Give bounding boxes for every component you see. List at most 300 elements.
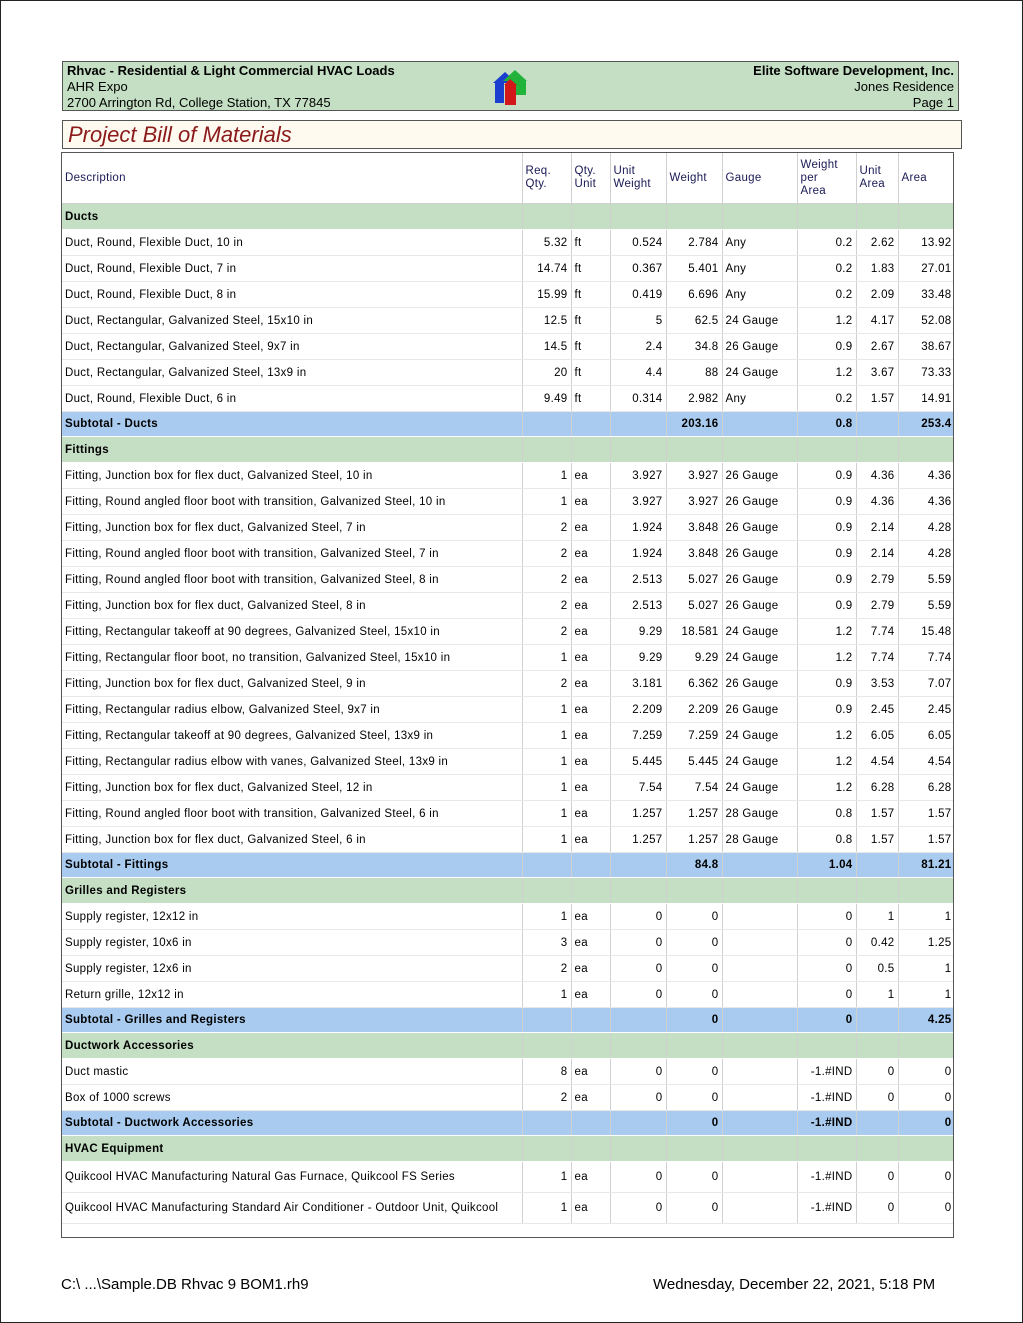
table-cell: ft — [571, 256, 610, 282]
table-cell: 1 — [522, 463, 571, 489]
category-cell — [610, 878, 666, 904]
table-cell: 0 — [797, 956, 856, 982]
subtotal-value: 0 — [797, 1008, 856, 1033]
table-cell: 9.29 — [610, 645, 666, 671]
table-cell: 0 — [797, 930, 856, 956]
table-cell: 0.2 — [797, 230, 856, 256]
table-cell: 0.9 — [797, 334, 856, 360]
table-cell: 1 — [856, 904, 898, 930]
table-cell: Fitting, Rectangular takeoff at 90 degrees, Galvanized Steel, 13x9 in — [62, 723, 522, 749]
table-cell: 1 — [522, 775, 571, 801]
table-cell: 2.79 — [856, 593, 898, 619]
table-cell: 33.48 — [898, 282, 954, 308]
table-cell: 0 — [898, 1059, 954, 1085]
table-cell: Any — [722, 256, 797, 282]
category-cell — [797, 1136, 856, 1162]
table-cell: 14.74 — [522, 256, 571, 282]
category-cell — [856, 1136, 898, 1162]
table-cell: 1 — [522, 827, 571, 853]
table-cell: Return grille, 12x12 in — [62, 982, 522, 1008]
table-cell: 2.79 — [856, 567, 898, 593]
table-cell: ea — [571, 593, 610, 619]
report-title-box — [62, 120, 962, 149]
table-cell: Duct, Rectangular, Galvanized Steel, 9x7 in — [62, 334, 522, 360]
table-cell: ea — [571, 982, 610, 1008]
table-cell: 62.5 — [666, 308, 722, 334]
category-row — [62, 1136, 954, 1162]
table-row — [62, 801, 954, 827]
table-cell: ft — [571, 386, 610, 412]
table-cell: 26 Gauge — [722, 593, 797, 619]
category-cell — [856, 204, 898, 230]
category-cell — [571, 1136, 610, 1162]
table-cell: 52.08 — [898, 308, 954, 334]
table-cell: 24 Gauge — [722, 619, 797, 645]
subtotal-cell — [722, 1008, 797, 1033]
table-cell: Fitting, Junction box for flex duct, Galvanized Steel, 12 in — [62, 775, 522, 801]
col-req-qty: Req. Qty. — [522, 153, 571, 204]
table-cell: 1 — [856, 982, 898, 1008]
table-cell — [722, 1085, 797, 1111]
col-weight-per-area: Weight per Area — [797, 153, 856, 204]
table-row — [62, 723, 954, 749]
subtotal-row — [62, 853, 954, 878]
table-cell: 5 — [610, 308, 666, 334]
subtotal-label: Subtotal - Ductwork Accessories — [62, 1111, 522, 1136]
table-row — [62, 282, 954, 308]
table-cell: 0.9 — [797, 671, 856, 697]
table-cell: 6.362 — [666, 671, 722, 697]
col-description: Description — [62, 153, 522, 204]
table-cell: 24 Gauge — [722, 723, 797, 749]
table-cell: ea — [571, 671, 610, 697]
category-row — [62, 1033, 954, 1059]
table-cell: Any — [722, 386, 797, 412]
subtotal-value: 84.8 — [666, 853, 722, 878]
app-title: Rhvac - Residential & Light Commercial HVAC Loads — [67, 63, 395, 78]
table-cell: 26 Gauge — [722, 515, 797, 541]
table-cell: 1 — [522, 982, 571, 1008]
table-cell: 7.259 — [610, 723, 666, 749]
table-cell: 1 — [522, 749, 571, 775]
table-cell: 0.8 — [797, 801, 856, 827]
subtotal-cell — [522, 1111, 571, 1136]
report-title: Project Bill of Materials — [68, 122, 292, 147]
table-cell: 1.2 — [797, 775, 856, 801]
col-unit-weight: Unit Weight — [610, 153, 666, 204]
subtotal-value: 81.21 — [898, 853, 954, 878]
table-cell: Duct, Round, Flexible Duct, 6 in — [62, 386, 522, 412]
category-cell — [666, 1033, 722, 1059]
bill-of-materials-table — [61, 152, 954, 1238]
table-cell: 0 — [666, 930, 722, 956]
table-cell: Fitting, Rectangular radius elbow with vanes, Galvanized Steel, 13x9 in — [62, 749, 522, 775]
table-cell: 1.57 — [856, 801, 898, 827]
table-cell: 0 — [856, 1193, 898, 1224]
table-cell: 0 — [856, 1162, 898, 1193]
table-cell: Any — [722, 282, 797, 308]
table-cell: 2.209 — [610, 697, 666, 723]
table-cell: 34.8 — [666, 334, 722, 360]
table-cell: 3.927 — [610, 463, 666, 489]
table-cell: ea — [571, 541, 610, 567]
table-cell: 2 — [522, 619, 571, 645]
table-cell: 26 Gauge — [722, 334, 797, 360]
company-address: 2700 Arrington Rd, College Station, TX 77845 — [67, 94, 331, 110]
category-cell — [610, 1136, 666, 1162]
table-cell: 0.5 — [856, 956, 898, 982]
table-cell: 0 — [610, 982, 666, 1008]
category-cell — [666, 1136, 722, 1162]
subtotal-cell — [571, 853, 610, 878]
table-cell: 18.581 — [666, 619, 722, 645]
table-cell: 0 — [898, 1193, 954, 1224]
category-cell — [571, 204, 610, 230]
table-cell: ft — [571, 230, 610, 256]
subtotal-cell — [571, 1008, 610, 1033]
table-cell: 9.29 — [666, 645, 722, 671]
table-cell: 4.36 — [898, 463, 954, 489]
table-cell: 0 — [666, 904, 722, 930]
subtotal-cell — [522, 853, 571, 878]
table-row — [62, 645, 954, 671]
table-cell: Fitting, Junction box for flex duct, Galvanized Steel, 7 in — [62, 515, 522, 541]
table-cell: 1 — [522, 801, 571, 827]
table-cell: 2.982 — [666, 386, 722, 412]
table-cell: ea — [571, 956, 610, 982]
table-cell: 0 — [898, 1162, 954, 1193]
table-row — [62, 827, 954, 853]
subtotal-value: 203.16 — [666, 412, 722, 437]
category-label: Ductwork Accessories — [62, 1033, 522, 1059]
table-row — [62, 308, 954, 334]
table-cell: 0.9 — [797, 593, 856, 619]
subtotal-cell — [610, 853, 666, 878]
table-cell: Fitting, Junction box for flex duct, Galvanized Steel, 9 in — [62, 671, 522, 697]
category-row — [62, 437, 954, 463]
table-cell: 1 — [898, 904, 954, 930]
table-cell: 0.9 — [797, 541, 856, 567]
table-cell — [722, 904, 797, 930]
table-cell: 0.2 — [797, 282, 856, 308]
subtotal-label: Subtotal - Grilles and Registers — [62, 1008, 522, 1033]
table-cell: 1.257 — [610, 801, 666, 827]
table-cell: 1 — [522, 1162, 571, 1193]
category-cell — [856, 1033, 898, 1059]
table-cell: 1 — [522, 904, 571, 930]
table-cell: 0 — [610, 956, 666, 982]
table-cell: 0 — [610, 1059, 666, 1085]
table-cell: 2 — [522, 541, 571, 567]
table-cell: 0.9 — [797, 515, 856, 541]
table-row — [62, 593, 954, 619]
table-cell: 4.4 — [610, 360, 666, 386]
table-cell — [722, 930, 797, 956]
table-cell: 3.927 — [666, 463, 722, 489]
subtotal-cell — [610, 1008, 666, 1033]
table-row — [62, 775, 954, 801]
table-cell: -1.#IND — [797, 1162, 856, 1193]
table-cell: 0.9 — [797, 489, 856, 515]
table-cell: 2.4 — [610, 334, 666, 360]
table-row — [62, 1085, 954, 1111]
table-cell: 2.14 — [856, 515, 898, 541]
table-cell: 2 — [522, 956, 571, 982]
category-row — [62, 878, 954, 904]
table-cell: ea — [571, 567, 610, 593]
table-cell: 2.209 — [666, 697, 722, 723]
table-cell: 28 Gauge — [722, 827, 797, 853]
table-cell: 0.2 — [797, 386, 856, 412]
table-cell: 7.54 — [666, 775, 722, 801]
table-cell: 24 Gauge — [722, 645, 797, 671]
table-cell: 2 — [522, 593, 571, 619]
table-cell: 1.57 — [856, 386, 898, 412]
table-cell: ea — [571, 619, 610, 645]
table-cell: 1.2 — [797, 308, 856, 334]
category-cell — [797, 1033, 856, 1059]
subtotal-label: Subtotal - Ducts — [62, 412, 522, 437]
table-cell — [722, 956, 797, 982]
table-cell: 7.74 — [856, 619, 898, 645]
table-cell: 0 — [610, 930, 666, 956]
subtotal-cell — [856, 853, 898, 878]
table-cell: 6.28 — [898, 775, 954, 801]
table-cell: 15.48 — [898, 619, 954, 645]
subtotal-cell — [722, 853, 797, 878]
header-right — [753, 63, 954, 110]
category-cell — [522, 1136, 571, 1162]
bom-table — [62, 153, 954, 1224]
table-cell — [722, 1059, 797, 1085]
table-cell: 0.2 — [797, 256, 856, 282]
table-cell: Quikcool HVAC Manufacturing Natural Gas Furnace, Quikcool FS Series — [62, 1162, 522, 1193]
table-cell: 0 — [856, 1085, 898, 1111]
category-cell — [722, 878, 797, 904]
table-cell: Duct, Round, Flexible Duct, 8 in — [62, 282, 522, 308]
table-cell: 1.2 — [797, 645, 856, 671]
table-cell: 0.524 — [610, 230, 666, 256]
table-cell: 1 — [898, 956, 954, 982]
category-cell — [522, 204, 571, 230]
table-cell: ea — [571, 697, 610, 723]
table-cell: 2 — [522, 515, 571, 541]
subtotal-value: 0 — [898, 1111, 954, 1136]
table-cell: Any — [722, 230, 797, 256]
category-cell — [856, 437, 898, 463]
subtotal-value: 0 — [666, 1111, 722, 1136]
table-cell: 1.257 — [666, 827, 722, 853]
category-cell — [722, 437, 797, 463]
table-cell: 1 — [522, 697, 571, 723]
table-cell: 14.91 — [898, 386, 954, 412]
table-cell: 0 — [610, 1162, 666, 1193]
table-cell: ea — [571, 515, 610, 541]
category-cell — [797, 204, 856, 230]
table-cell: 5.59 — [898, 593, 954, 619]
company-name: AHR Expo — [67, 78, 128, 94]
table-cell: 1.57 — [856, 827, 898, 853]
table-cell: 27.01 — [898, 256, 954, 282]
table-cell: 24 Gauge — [722, 308, 797, 334]
subtotal-value: -1.#IND — [797, 1111, 856, 1136]
table-cell: Supply register, 12x12 in — [62, 904, 522, 930]
table-cell: 5.59 — [898, 567, 954, 593]
table-cell — [722, 1162, 797, 1193]
table-cell: Duct mastic — [62, 1059, 522, 1085]
table-cell: 4.36 — [856, 489, 898, 515]
table-cell: ea — [571, 723, 610, 749]
category-cell — [522, 1033, 571, 1059]
table-row — [62, 541, 954, 567]
table-cell: 0.9 — [797, 567, 856, 593]
table-cell: 4.54 — [856, 749, 898, 775]
table-cell: 7.54 — [610, 775, 666, 801]
table-row — [62, 256, 954, 282]
table-cell: Fitting, Round angled floor boot with transition, Galvanized Steel, 8 in — [62, 567, 522, 593]
table-row — [62, 463, 954, 489]
category-cell — [898, 878, 954, 904]
category-cell — [610, 437, 666, 463]
table-row — [62, 489, 954, 515]
table-cell: 9.49 — [522, 386, 571, 412]
table-cell: 2 — [522, 1085, 571, 1111]
table-cell: 1.57 — [898, 801, 954, 827]
table-cell: 5.401 — [666, 256, 722, 282]
table-cell: ft — [571, 360, 610, 386]
table-cell: 7.259 — [666, 723, 722, 749]
table-cell: 0 — [666, 982, 722, 1008]
table-cell: 1 — [522, 645, 571, 671]
table-row — [62, 230, 954, 256]
table-cell: 1.924 — [610, 541, 666, 567]
category-cell — [898, 1136, 954, 1162]
table-cell: 6.696 — [666, 282, 722, 308]
page-number: Page 1 — [912, 94, 954, 110]
table-cell: Fitting, Junction box for flex duct, Galvanized Steel, 6 in — [62, 827, 522, 853]
table-header-row — [62, 153, 954, 204]
report-header — [62, 61, 959, 111]
table-cell: 0.314 — [610, 386, 666, 412]
table-row — [62, 1059, 954, 1085]
table-cell: 0 — [666, 1193, 722, 1224]
table-cell: Quikcool HVAC Manufacturing Standard Air Conditioner - Outdoor Unit, Quikcool — [62, 1193, 522, 1224]
table-cell: 28 Gauge — [722, 801, 797, 827]
table-cell: ea — [571, 749, 610, 775]
subtotal-cell — [522, 1008, 571, 1033]
table-cell: 0 — [666, 956, 722, 982]
table-cell: -1.#IND — [797, 1193, 856, 1224]
table-cell: 2.513 — [610, 593, 666, 619]
table-cell: 0 — [797, 904, 856, 930]
table-cell: 5.445 — [610, 749, 666, 775]
table-cell: 1.2 — [797, 749, 856, 775]
category-cell — [722, 1136, 797, 1162]
publisher-name: Elite Software Development, Inc. — [753, 63, 954, 78]
table-cell: Fitting, Round angled floor boot with transition, Galvanized Steel, 7 in — [62, 541, 522, 567]
table-cell: 5.027 — [666, 567, 722, 593]
subtotal-cell — [856, 1111, 898, 1136]
table-body — [62, 204, 954, 1224]
table-cell: 4.36 — [856, 463, 898, 489]
category-cell — [797, 878, 856, 904]
table-cell: 2.784 — [666, 230, 722, 256]
category-cell — [522, 878, 571, 904]
footer-file-path: C:\ ...\Sample.DB Rhvac 9 BOM1.rh9 — [61, 1276, 309, 1293]
subtotal-row — [62, 1111, 954, 1136]
table-cell: 26 Gauge — [722, 489, 797, 515]
table-cell: ea — [571, 1193, 610, 1224]
table-cell: 0 — [666, 1085, 722, 1111]
table-cell: 6.28 — [856, 775, 898, 801]
table-cell: 88 — [666, 360, 722, 386]
table-row — [62, 1193, 954, 1224]
table-cell: 3.848 — [666, 515, 722, 541]
table-cell: 0 — [666, 1162, 722, 1193]
table-cell: 9.29 — [610, 619, 666, 645]
table-cell: Fitting, Round angled floor boot with transition, Galvanized Steel, 6 in — [62, 801, 522, 827]
category-label: Ducts — [62, 204, 522, 230]
table-cell: 4.36 — [898, 489, 954, 515]
table-cell: Fitting, Junction box for flex duct, Galvanized Steel, 10 in — [62, 463, 522, 489]
table-cell: -1.#IND — [797, 1059, 856, 1085]
table-cell: 6.05 — [856, 723, 898, 749]
subtotal-row — [62, 412, 954, 437]
table-row — [62, 956, 954, 982]
category-cell — [722, 1033, 797, 1059]
table-cell: 26 Gauge — [722, 697, 797, 723]
table-cell: 1.257 — [666, 801, 722, 827]
table-cell — [722, 982, 797, 1008]
table-cell: 7.74 — [856, 645, 898, 671]
table-cell: 2.67 — [856, 334, 898, 360]
table-cell: Fitting, Junction box for flex duct, Galvanized Steel, 8 in — [62, 593, 522, 619]
table-cell: 24 Gauge — [722, 775, 797, 801]
table-row — [62, 904, 954, 930]
col-area: Area — [898, 153, 954, 204]
subtotal-row — [62, 1008, 954, 1033]
category-cell — [610, 1033, 666, 1059]
table-cell: 8 — [522, 1059, 571, 1085]
table-cell: ea — [571, 801, 610, 827]
category-label: Fittings — [62, 437, 522, 463]
subtotal-cell — [571, 412, 610, 437]
table-cell: 0 — [898, 1085, 954, 1111]
table-cell: 4.28 — [898, 515, 954, 541]
table-cell: 2.62 — [856, 230, 898, 256]
table-cell: 2 — [522, 567, 571, 593]
col-gauge: Gauge — [722, 153, 797, 204]
house-logo-icon — [491, 69, 533, 107]
table-cell: Box of 1000 screws — [62, 1085, 522, 1111]
subtotal-cell — [610, 412, 666, 437]
table-cell: 12.5 — [522, 308, 571, 334]
table-cell: ft — [571, 282, 610, 308]
table-cell: ea — [571, 1162, 610, 1193]
table-cell: Duct, Round, Flexible Duct, 10 in — [62, 230, 522, 256]
table-cell: ft — [571, 334, 610, 360]
table-row — [62, 1162, 954, 1193]
table-cell: 26 Gauge — [722, 463, 797, 489]
table-cell: 7.74 — [898, 645, 954, 671]
table-cell: ea — [571, 645, 610, 671]
table-cell: 1.57 — [898, 827, 954, 853]
footer-timestamp: Wednesday, December 22, 2021, 5:18 PM — [653, 1276, 936, 1293]
table-cell: 0 — [610, 1193, 666, 1224]
table-cell: 3.181 — [610, 671, 666, 697]
table-cell: 24 Gauge — [722, 360, 797, 386]
table-row — [62, 567, 954, 593]
